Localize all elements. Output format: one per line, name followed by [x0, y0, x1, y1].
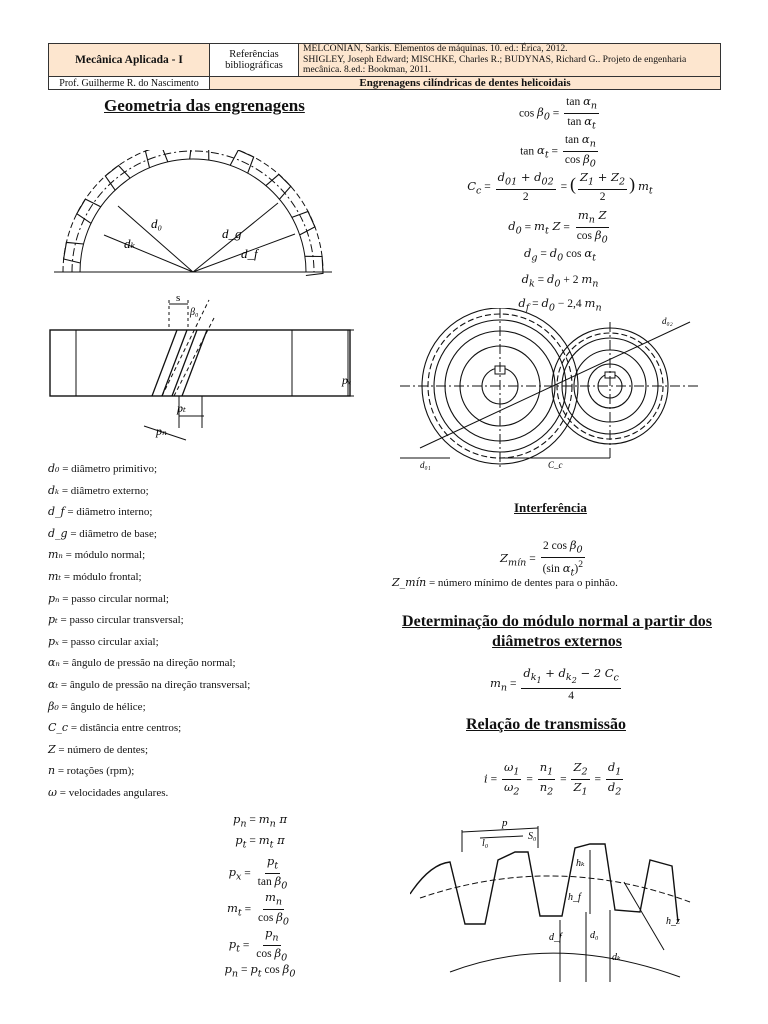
zmin-symbol: Z_mín [392, 576, 427, 589]
definition-symbol: β₀ [48, 699, 59, 713]
definition-item [48, 523, 250, 545]
definition-item [48, 588, 250, 610]
definition-item [48, 544, 250, 566]
definition-item [48, 566, 250, 588]
refs-label: Referências bibliográficas [210, 44, 299, 77]
label-cc: C_c [548, 460, 563, 470]
definition-item [48, 609, 250, 631]
label-pt: pₜ [177, 401, 186, 415]
label-l0: l₀ [482, 838, 489, 849]
definition-item [48, 480, 250, 502]
label-dg: d_g [222, 226, 242, 241]
definition-symbol: mₜ [48, 569, 62, 583]
definition-item [48, 458, 250, 480]
definition-item [48, 631, 250, 653]
course-title: Mecânica Aplicada - I [49, 44, 210, 77]
eq-pn2: $p_n = p_t$ $\cos \beta_0$ [224, 962, 296, 980]
eq-mt: $m_t$ = $\frac{m_n}{\cos \beta_0}$ [227, 890, 289, 928]
zmin-note [392, 576, 618, 589]
definition-symbol: d_g [48, 526, 68, 540]
definition-text: = passo circular normal; [59, 592, 169, 605]
definition-symbol: d_f [48, 505, 65, 519]
definition-symbol: n [48, 764, 56, 778]
ref-1: MELCONIAN, Sarkis. Elementos de máquinas. 10. ed.: Érica, 2012. [303, 43, 568, 55]
definition-item [48, 717, 250, 739]
eq-pt: $p_t = m_t$ π [235, 833, 285, 851]
definitions-list [48, 458, 250, 804]
label-dk: dₖ [124, 236, 136, 251]
meshing-gears-diagram [400, 308, 700, 478]
definition-symbol: C_c [48, 721, 69, 735]
definition-text: = diâmetro de base; [67, 527, 157, 540]
definition-text: = ângulo de hélice; [58, 700, 146, 713]
label-s: s [176, 292, 181, 304]
left-formulas [180, 812, 340, 983]
eq-cosb0: $\cos \beta_0$ = $\frac{\tan \alpha_n}{\tan \alpha_t}$ [518, 94, 598, 132]
definition-text: = distância entre centros; [68, 722, 182, 735]
label-df-r: d_f [549, 932, 562, 943]
definition-text: = diâmetro primitivo; [59, 463, 158, 475]
label-hf: h_f [568, 892, 581, 903]
definition-item [48, 782, 250, 804]
tooth-profile-diagram [410, 812, 700, 984]
helical-side-diagram [44, 288, 374, 448]
ref-2: SHIGLEY, Joseph Edward; MISCHKE, Charles R.; BUDYNAS, Richard G.. Projeto de engenharia mecânica. 8.ed.: Bookman, 2011. [303, 53, 687, 76]
header-table [48, 43, 721, 90]
label-px: pₓ [342, 373, 352, 387]
definition-text: = passo circular transversal; [57, 614, 184, 627]
eq-d0: $d_0 = m_t$ Z = $\frac{m_n Z}{\cos \beta_0}$ [508, 208, 608, 246]
section-transmission-title: Relação de transmissão [466, 716, 626, 733]
eq-px: $p_x$ = $\frac{p_t}{\tan \beta_0}$ [228, 854, 288, 892]
definition-symbol: mₙ [48, 548, 63, 562]
label-pn: pₙ [156, 424, 167, 438]
topic: Engrenagens cilíndricas de dentes helicoidais [210, 77, 721, 90]
definition-symbol: dₖ [48, 483, 60, 497]
eq-pn: $p_n = m_n$ π [232, 812, 288, 830]
definition-item [48, 652, 250, 674]
label-s0: S₀ [528, 831, 537, 842]
definition-item [48, 760, 250, 782]
refs-list [299, 44, 721, 77]
eq-dg: $d_g = d_0$ $\cos \alpha_t$ [524, 246, 596, 264]
label-beta0: β₀ [190, 307, 199, 318]
label-d0: d₀ [151, 216, 163, 231]
definition-text: = passo circular axial; [58, 635, 159, 648]
eq-ratio: i = $\frac{\omega_1}{\omega_2}$ = $\frac{n_1}{n_2}$ = $\frac{Z_2}{Z_1}$ = $\frac{d_1}{d_2}$ [484, 760, 622, 798]
eq-dk: $d_k = d_0 + 2$ $m_n$ [521, 272, 599, 290]
label-hz: h_z [666, 916, 680, 927]
definition-symbol: αₜ [48, 677, 59, 691]
label-df: d_f [241, 246, 258, 261]
definition-symbol: ω [48, 785, 57, 799]
definition-text: = ângulo de pressão na direção normal; [59, 657, 236, 670]
section-interference-title: Interferência [514, 500, 587, 515]
label-dk-r: dₖ [612, 952, 621, 963]
definition-symbol: pₙ [48, 591, 60, 605]
definition-text: = diâmetro interno; [64, 506, 153, 519]
section-module-title: Determinação do módulo normal a partir dos diâmetros externos [402, 613, 712, 650]
eq-mn: $m_n$ = $\frac{d_{k_1} + d_{k_2} - 2 C_c}{4}$ [490, 666, 619, 703]
eq-df: $d_f = d_0 - 2,4$ $m_n$ [518, 296, 602, 314]
definition-item [48, 739, 250, 761]
eq-zmin: $Z_{mín}$ = $\frac{2 \cos \beta_0}{(\sin \alpha_t)^2}$ [500, 538, 583, 579]
definition-text: = número de dentes; [55, 743, 149, 756]
right-formulas [440, 94, 680, 318]
definition-symbol: pₜ [48, 613, 58, 627]
professor: Prof. Guilherme R. do Nascimento [49, 77, 210, 90]
definition-text: = módulo frontal; [61, 570, 142, 583]
definition-symbol: pₓ [48, 634, 59, 648]
definition-item [48, 674, 250, 696]
definition-text: = velocidades angulares. [56, 786, 169, 799]
definition-text: = ângulo de pressão na direção transversal; [58, 678, 251, 691]
section-geometry-title: Geometria das engrenagens [104, 96, 305, 115]
label-hk: hₖ [576, 858, 585, 869]
gear-half-diagram [48, 150, 338, 280]
definition-text: = rotações (rpm); [55, 765, 135, 778]
definition-text: = módulo normal; [62, 549, 146, 562]
definition-text: = diâmetro externo; [59, 484, 149, 497]
eq-pt2: $p_t$ = $\frac{p_n}{\cos \beta_0}$ [228, 926, 288, 964]
eq-cc: $C_c$ = $\frac{d_{01} + d_{02}}{2}$ = ( $\frac{Z_1 + Z_2}{2}$ ) $m_t$ [467, 170, 653, 204]
label-d02: d₀₂ [662, 316, 673, 326]
label-d0-r: d₀ [590, 930, 599, 941]
definition-symbol: Z [48, 742, 56, 756]
zmin-note-text: = número mínimo de dentes para o pinhão. [426, 577, 618, 589]
eq-tanat: $\tan \alpha_t$ = $\frac{\tan \alpha_n}{\cos \beta_0}$ [520, 132, 596, 170]
definition-item [48, 501, 250, 523]
label-d01: d₀₁ [420, 460, 431, 470]
definition-item [48, 696, 250, 718]
label-p: p [502, 817, 508, 829]
definition-symbol: d₀ [48, 462, 60, 475]
definition-symbol: αₙ [48, 656, 60, 670]
